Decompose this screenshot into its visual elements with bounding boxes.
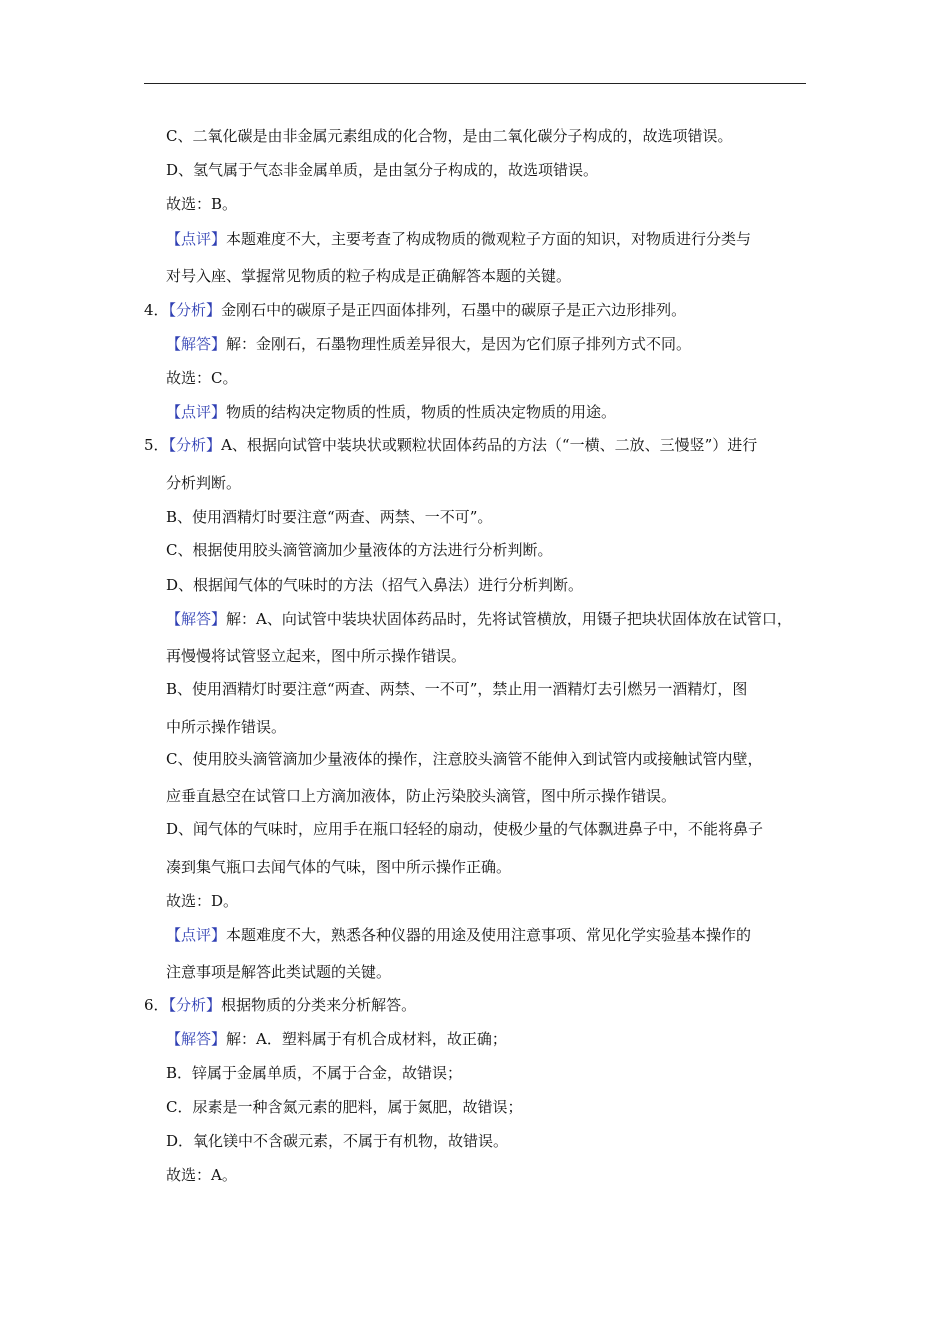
answer-tag: 【解答】 (166, 335, 227, 353)
answer-tag: 【解答】 (166, 610, 227, 628)
text-line: B、使用酒精灯时要注意“两查、两禁、一不可”。 (166, 508, 493, 526)
text-line: C、二氧化碳是由非金属元素组成的化合物，是由二氧化碳分子构成的，故选项错误。 (166, 127, 733, 145)
analysis-tag: 【分析】 (168, 996, 222, 1014)
text-line: 分析判断。 (166, 474, 242, 492)
text-line: C．尿素是一种含氮元素的肥料，属于氮肥，故错误； (166, 1098, 523, 1116)
text-line: 【点评】物质的结构决定物质的性质，物质的性质决定物质的用途。 (166, 403, 617, 421)
text-line: D．氧化镁中不含碳元素，不属于有机物，故错误。 (166, 1132, 509, 1150)
text-line: D、根据闻气体的气味时的方法（招气入鼻法）进行分析判断。 (166, 576, 584, 594)
text-line: B、使用酒精灯时要注意“两查、两禁、一不可”，禁止用一酒精灯去引燃另一酒精灯，图 (166, 680, 748, 698)
text-line: 【点评】本题难度不大，熟悉各种仪器的用途及使用注意事项、常见化学实验基本操作的 (166, 926, 752, 944)
text-line: 中所示操作错误。 (166, 718, 287, 736)
question-number: 5． (144, 436, 169, 454)
text-line: 故选：B。 (166, 195, 238, 213)
text-line: 注意事项是解答此类试题的关键。 (166, 963, 392, 981)
question-number: 4． (144, 301, 169, 319)
comment-tag: 【点评】 (166, 230, 227, 248)
text-line: C、根据使用胶头滴管滴加少量液体的方法进行分析判断。 (166, 541, 553, 559)
text-line: 应垂直悬空在试管口上方滴加液体，防止污染胶头滴管，图中所示操作错误。 (166, 787, 677, 805)
text-line: D、闻气体的气味时，应用手在瓶口轻轻的扇动，使极少量的气体飘进鼻子中，不能将鼻子 (166, 820, 764, 838)
text-line: D、氢气属于气态非金属单质，是由氢分子构成的，故选项错误。 (166, 161, 599, 179)
text-line: 故选：D。 (166, 892, 239, 910)
comment-tag: 【点评】 (166, 926, 227, 944)
text-line: B．锌属于金属单质，不属于合金，故错误； (166, 1064, 463, 1082)
question-5-analysis: 5．【分析】A、根据向试管中装块状或颗粒状固体药品的方法（“一横、二放、三慢竖”）进行 (144, 436, 758, 454)
text-line: 【解答】解：A、向试管中装块状固体药品时，先将试管横放，用镊子把块状固体放在试管口， (166, 610, 792, 628)
text-line: 凑到集气瓶口去闻气体的气味，图中所示操作正确。 (166, 858, 512, 876)
text-line: 故选：A。 (166, 1166, 237, 1184)
question-4-analysis: 4．【分析】金刚石中的碳原子是正四面体排列，石墨中的碳原子是正六边形排列。 (144, 301, 687, 319)
analysis-tag: 【分析】 (168, 301, 222, 319)
answer-tag: 【解答】 (166, 1030, 227, 1048)
header-rule (144, 83, 806, 84)
text-line: 再慢慢将试管竖立起来，图中所示操作错误。 (166, 647, 467, 665)
question-number: 6． (144, 996, 169, 1014)
analysis-tag: 【分析】 (168, 436, 222, 454)
text-line: 【点评】本题难度不大，主要考查了构成物质的微观粒子方面的知识，对物质进行分类与 (166, 230, 752, 248)
text-line: 【解答】解：A．塑料属于有机合成材料，故正确； (166, 1030, 507, 1048)
question-6-analysis: 6．【分析】根据物质的分类来分析解答。 (144, 996, 417, 1014)
comment-tag: 【点评】 (166, 403, 227, 421)
text-line: 对号入座、掌握常见物质的粒子构成是正确解答本题的关键。 (166, 267, 572, 285)
text-line: 【解答】解：金刚石，石墨物理性质差异很大，是因为它们原子排列方式不同。 (166, 335, 692, 353)
text-line: 故选：C。 (166, 369, 238, 387)
text-line: C、使用胶头滴管滴加少量液体的操作，注意胶头滴管不能伸入到试管内或接触试管内壁， (166, 750, 763, 768)
